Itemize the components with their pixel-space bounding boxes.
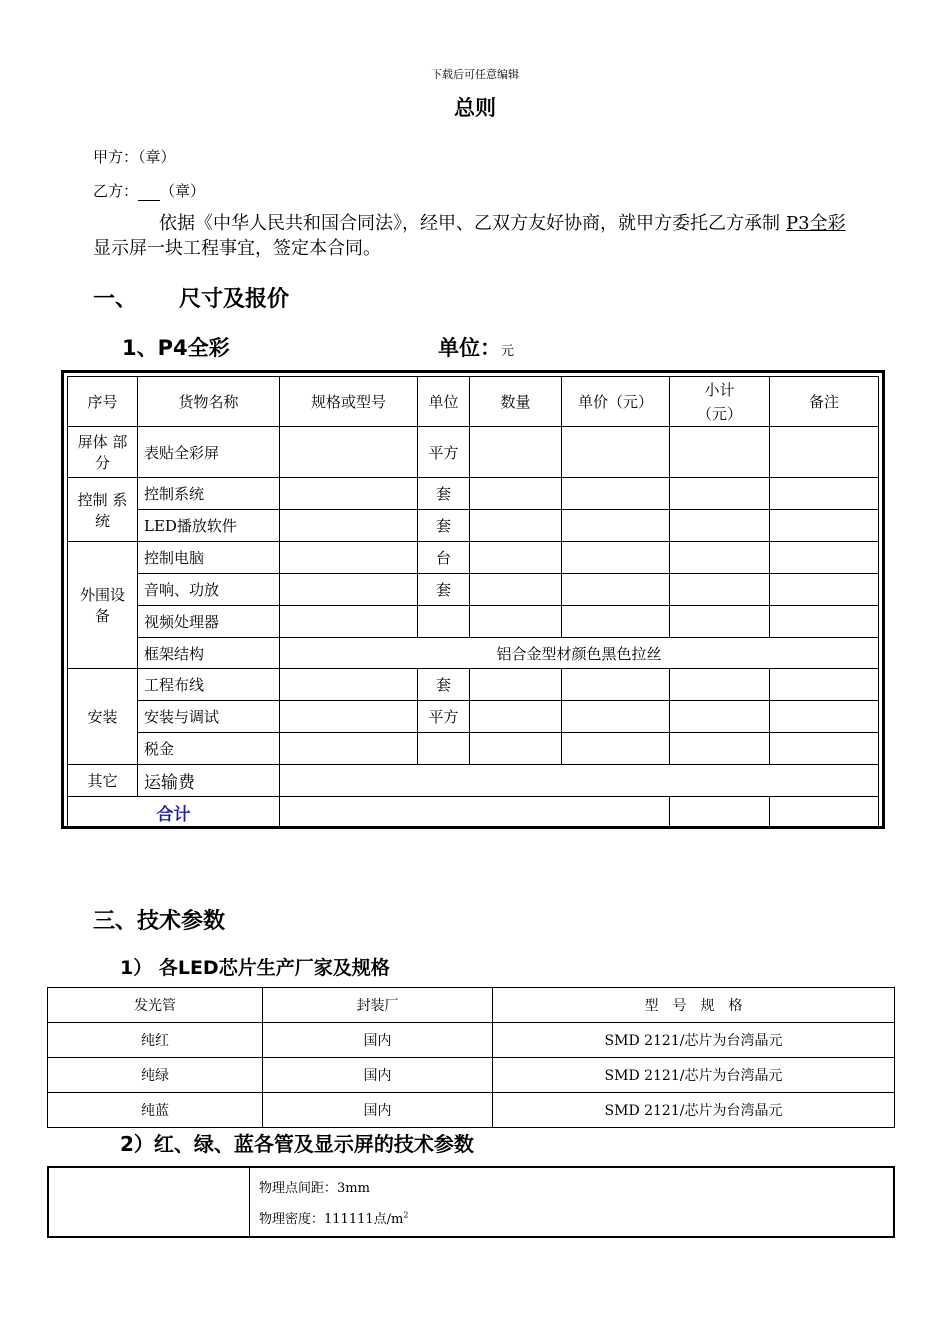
subsection-1-heading: 1、P4全彩 [122,336,230,360]
item-note[interactable] [770,542,879,574]
header-cell-subtotal: 小计 （元） [670,377,770,427]
item-name: 框架结构 [138,638,280,669]
item-subtotal[interactable] [670,701,770,733]
item-qty[interactable] [470,478,562,510]
table-row [68,765,879,797]
table-row [68,733,879,765]
item-note[interactable] [770,606,879,638]
item-subtotal[interactable] [670,733,770,765]
section-1-number: 一、 [93,287,138,312]
item-qty[interactable] [470,669,562,701]
item-qty[interactable] [470,733,562,765]
led-subsection-heading: 1） 各LED芯片生产厂家及规格 [120,957,390,979]
item-name: 表贴全彩屏 [138,427,280,478]
price-table-frame [61,370,885,829]
table-row [68,510,879,542]
item-unit: 平方 [418,701,470,733]
item-subtotal[interactable] [670,542,770,574]
item-price[interactable] [562,427,670,478]
header-cell: 数量 [470,377,562,427]
item-unit: 套 [418,574,470,606]
item-spec[interactable] [280,510,418,542]
item-price[interactable] [562,574,670,606]
item-note[interactable] [770,701,879,733]
total-label: 合计 [68,797,280,829]
item-unit: 套 [418,669,470,701]
led-packager: 国内 [263,1093,493,1128]
header-cell: 发光管 [48,988,263,1023]
item-price[interactable] [562,478,670,510]
item-price[interactable] [562,701,670,733]
item-unit: 套 [418,510,470,542]
item-name: 视频处理器 [138,606,280,638]
item-name: 控制系统 [138,478,280,510]
unit-value: 元 [501,344,515,359]
header-cell: 型 号 规 格 [493,988,895,1023]
pixel-pitch: 物理点间距：3mm [259,1181,370,1196]
total-note[interactable] [770,797,879,829]
total-subtotal[interactable] [670,797,770,829]
tech-label-cell [49,1168,250,1236]
item-note[interactable] [770,574,879,606]
section-1-title: 尺寸及报价 [179,287,290,312]
table-row [68,542,879,574]
item-subtotal[interactable] [670,574,770,606]
item-name: 运输费 [138,765,280,797]
item-unit [418,606,470,638]
group-label: 其它 [68,765,138,797]
item-note[interactable] [770,427,879,478]
header-cell: 封装厂 [263,988,493,1023]
item-note[interactable] [770,510,879,542]
table-row [68,669,879,701]
item-note[interactable] [770,733,879,765]
item-qty[interactable] [470,510,562,542]
unit-label-line [438,332,514,362]
item-spec[interactable] [280,606,418,638]
party-a-line: 甲方：（章） [93,148,176,166]
led-spec: SMD 2121/芯片为台湾晶元 [493,1093,895,1128]
table-row [68,574,879,606]
item-name: 控制电脑 [138,542,280,574]
page-title: 总则 [454,96,496,120]
item-name: 工程布线 [138,669,280,701]
item-subtotal[interactable] [670,427,770,478]
group-label: 安装 [68,669,138,765]
item-unit: 平方 [418,427,470,478]
table-row [68,478,879,510]
item-spec[interactable] [280,733,418,765]
item-qty[interactable] [470,701,562,733]
intro-product: P3全彩 [786,213,846,234]
item-spec[interactable] [280,669,418,701]
header-cell: 序号 [68,377,138,427]
item-unit [418,733,470,765]
item-subtotal[interactable] [670,606,770,638]
led-color: 纯红 [48,1023,263,1058]
item-unit: 套 [418,478,470,510]
item-qty[interactable] [470,427,562,478]
header-cell: 备注 [770,377,879,427]
table-row [68,606,879,638]
item-price[interactable] [562,669,670,701]
item-qty[interactable] [470,606,562,638]
pixel-density [259,1208,408,1227]
section-3-heading: 三、技术参数 [93,909,226,934]
table-row [48,1058,895,1093]
total-blank[interactable] [280,797,670,829]
item-subtotal[interactable] [670,510,770,542]
item-name: 音响、功放 [138,574,280,606]
intro-part2: 显示屏一块工程事宜，签定本合同。 [93,238,381,259]
item-spec[interactable] [280,478,418,510]
group-label: 控制 系统 [68,478,138,542]
unit-label: 单位： [438,336,501,360]
party-b-blank [138,186,160,201]
header-cell: 单位 [418,377,470,427]
led-packager: 国内 [263,1058,493,1093]
price-table [67,376,879,829]
header-cell: 货物名称 [138,377,280,427]
table-header-row [68,377,879,427]
item-name: 安装与调试 [138,701,280,733]
item-subtotal[interactable] [670,478,770,510]
table-row [68,701,879,733]
intro-paragraph [93,211,863,261]
item-spec[interactable] [280,542,418,574]
item-qty[interactable] [470,574,562,606]
pixel-density-sup: 2 [403,1210,409,1220]
led-header-row [48,988,895,1023]
item-qty[interactable] [470,542,562,574]
item-name: LED播放软件 [138,510,280,542]
item-price[interactable] [562,510,670,542]
item-spec[interactable] [280,574,418,606]
item-note[interactable] [770,478,879,510]
item-unit: 台 [418,542,470,574]
item-note[interactable] [770,669,879,701]
tech-params-table [47,1166,895,1238]
led-table [47,987,895,1128]
pixel-density-text: 物理密度：111111点/m [259,1212,404,1227]
table-row [48,1023,895,1058]
led-spec: SMD 2121/芯片为台湾晶元 [493,1023,895,1058]
group-label: 屏体 部分 [68,427,138,478]
header-cell: 规格或型号 [280,377,418,427]
item-price[interactable] [562,542,670,574]
shipping-value[interactable] [280,765,879,797]
intro-part1: 依据《中华人民共和国合同法》，经甲、乙双方友好协商，就甲方委托乙方承制 [159,213,780,234]
item-name: 税金 [138,733,280,765]
led-packager: 国内 [263,1023,493,1058]
led-color: 纯蓝 [48,1093,263,1128]
party-b-line [93,180,205,201]
table-row [68,427,879,478]
led-spec: SMD 2121/芯片为台湾晶元 [493,1058,895,1093]
tech-subsection-heading: 2）红、绿、蓝各管及显示屏的技术参数 [120,1132,474,1156]
header-cell: 单价（元） [562,377,670,427]
item-spec[interactable] [280,701,418,733]
header-note: 下载后可任意编辑 [431,68,519,81]
section-1-heading [93,282,289,313]
item-spec[interactable] [280,427,418,478]
table-row [48,1093,895,1128]
led-color: 纯绿 [48,1058,263,1093]
party-b-seal: （章） [160,182,206,200]
item-price[interactable] [562,733,670,765]
frame-spec: 铝合金型材颜色黑色拉丝 [280,638,879,669]
total-row [68,797,879,829]
party-b-label: 乙方： [93,182,139,200]
item-subtotal[interactable] [670,669,770,701]
item-price[interactable] [562,606,670,638]
group-label: 外围设备 [68,542,138,669]
table-row [68,638,879,669]
